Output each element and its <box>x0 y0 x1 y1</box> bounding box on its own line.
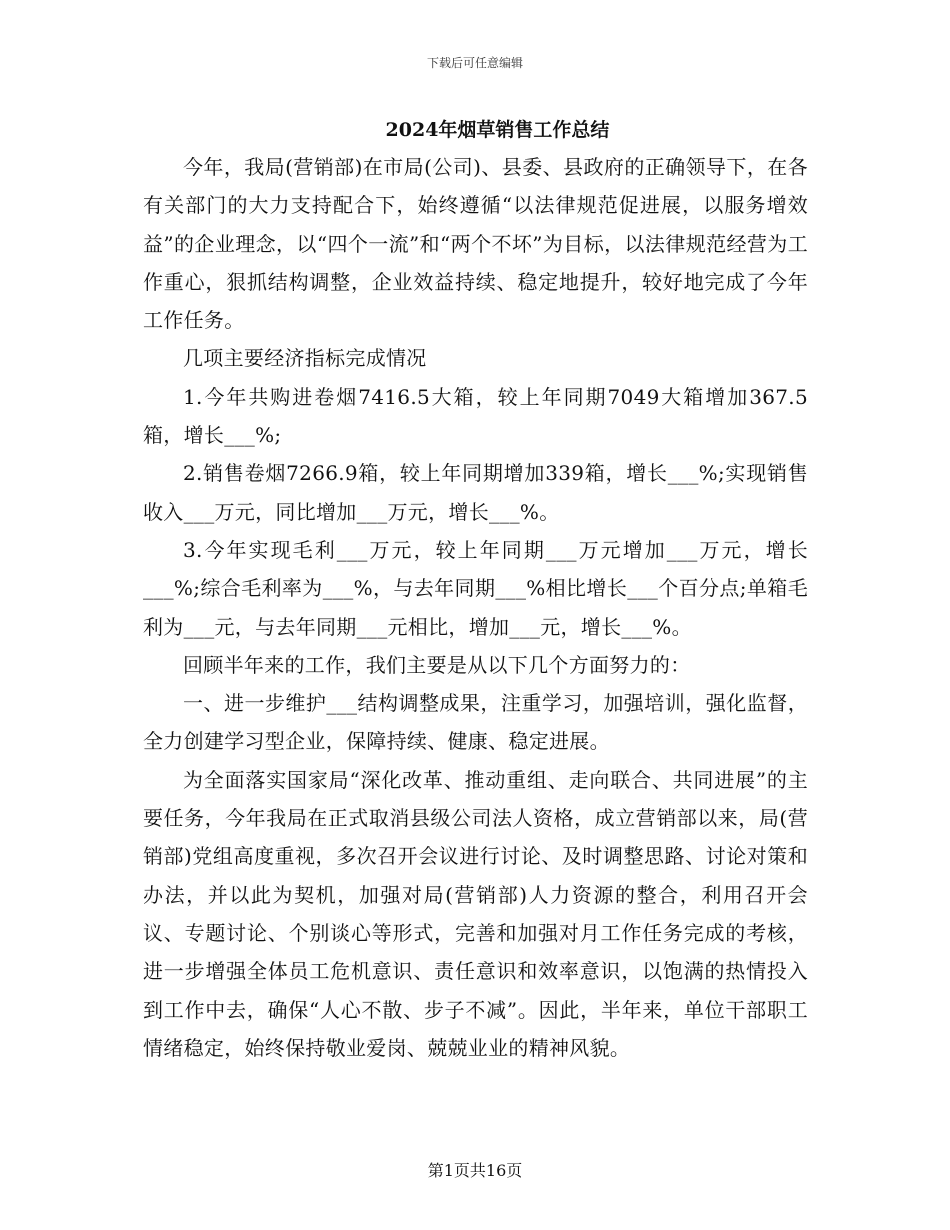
document-title: 2024年烟草销售工作总结 <box>385 119 610 141</box>
paragraph-indicator-3: 3.今年实现毛利___万元，较上年同期___万元增加___万元，增长___%;综合毛利率为___%，与去年同期___%相比增长___个百分点;单箱毛利为___元，与去年同期___元相比，增加___元，增长___%。 <box>143 537 808 639</box>
paragraph-indicator-1: 1.今年共购进卷烟7416.5大箱，较上年同期7049大箱增加367.5箱，增长___%; <box>143 384 808 448</box>
paragraph-section-1: 一、进一步维护___结构调整成果，注重学习，加强培训，强化监督，全力创建学习型企业，保障持续、健康、稳定进展。 <box>143 691 808 754</box>
paragraph-indicators-heading: 几项主要经济指标完成情况 <box>183 346 427 371</box>
paragraph-review: 回顾半年来的工作，我们主要是从以下几个方面努力的： <box>183 652 691 677</box>
header-note: 下载后可任意编辑 <box>426 56 523 70</box>
document-body <box>143 148 808 1067</box>
paragraph-intro: 今年，我局(营销部)在市局(公司)、县委、县政府的正确领导下，在各有关部门的大力支持配合下，始终遵循“以法律规范促进展，以服务增效益”的企业理念，以“四个一流”和“两个不坏”为目标，以法律规范经营为工作重心，狠抓结构调整，企业效益持续、稳定地提升，较好地完成了今年工作任务。 <box>143 155 808 333</box>
paragraph-indicator-2: 2.销售卷烟7266.9箱，较上年同期增加339箱，增长___%;实现销售收入___万元，同比增加___万元，增长___%。 <box>143 461 808 524</box>
page-indicator: 第1页共16页 <box>427 1161 523 1180</box>
paragraph-section-1-detail: 为全面落实国家局“深化改革、推动重组、走向联合、共同进展”的主要任务，今年我局在正式取消县级公司法人资格，成立营销部以来，局(营销部)党组高度重视，多次召开会议进行讨论、及时调整思路、讨论对策和办法，并以此为契机，加强对局(营销部)人力资源的整合，利用召开会议、专题讨论、个别谈心等形式，完善和加强对月工作任务完成的考核，进一步增强全体员工危机意识、责任意识和效率意识，以饱满的热情投入到工作中去，确保“人心不散、步子不减”。因此，半年来，单位干部职工情绪稳定，始终保持敬业爱岗、兢兢业业的精神风貌。 <box>143 767 808 1060</box>
